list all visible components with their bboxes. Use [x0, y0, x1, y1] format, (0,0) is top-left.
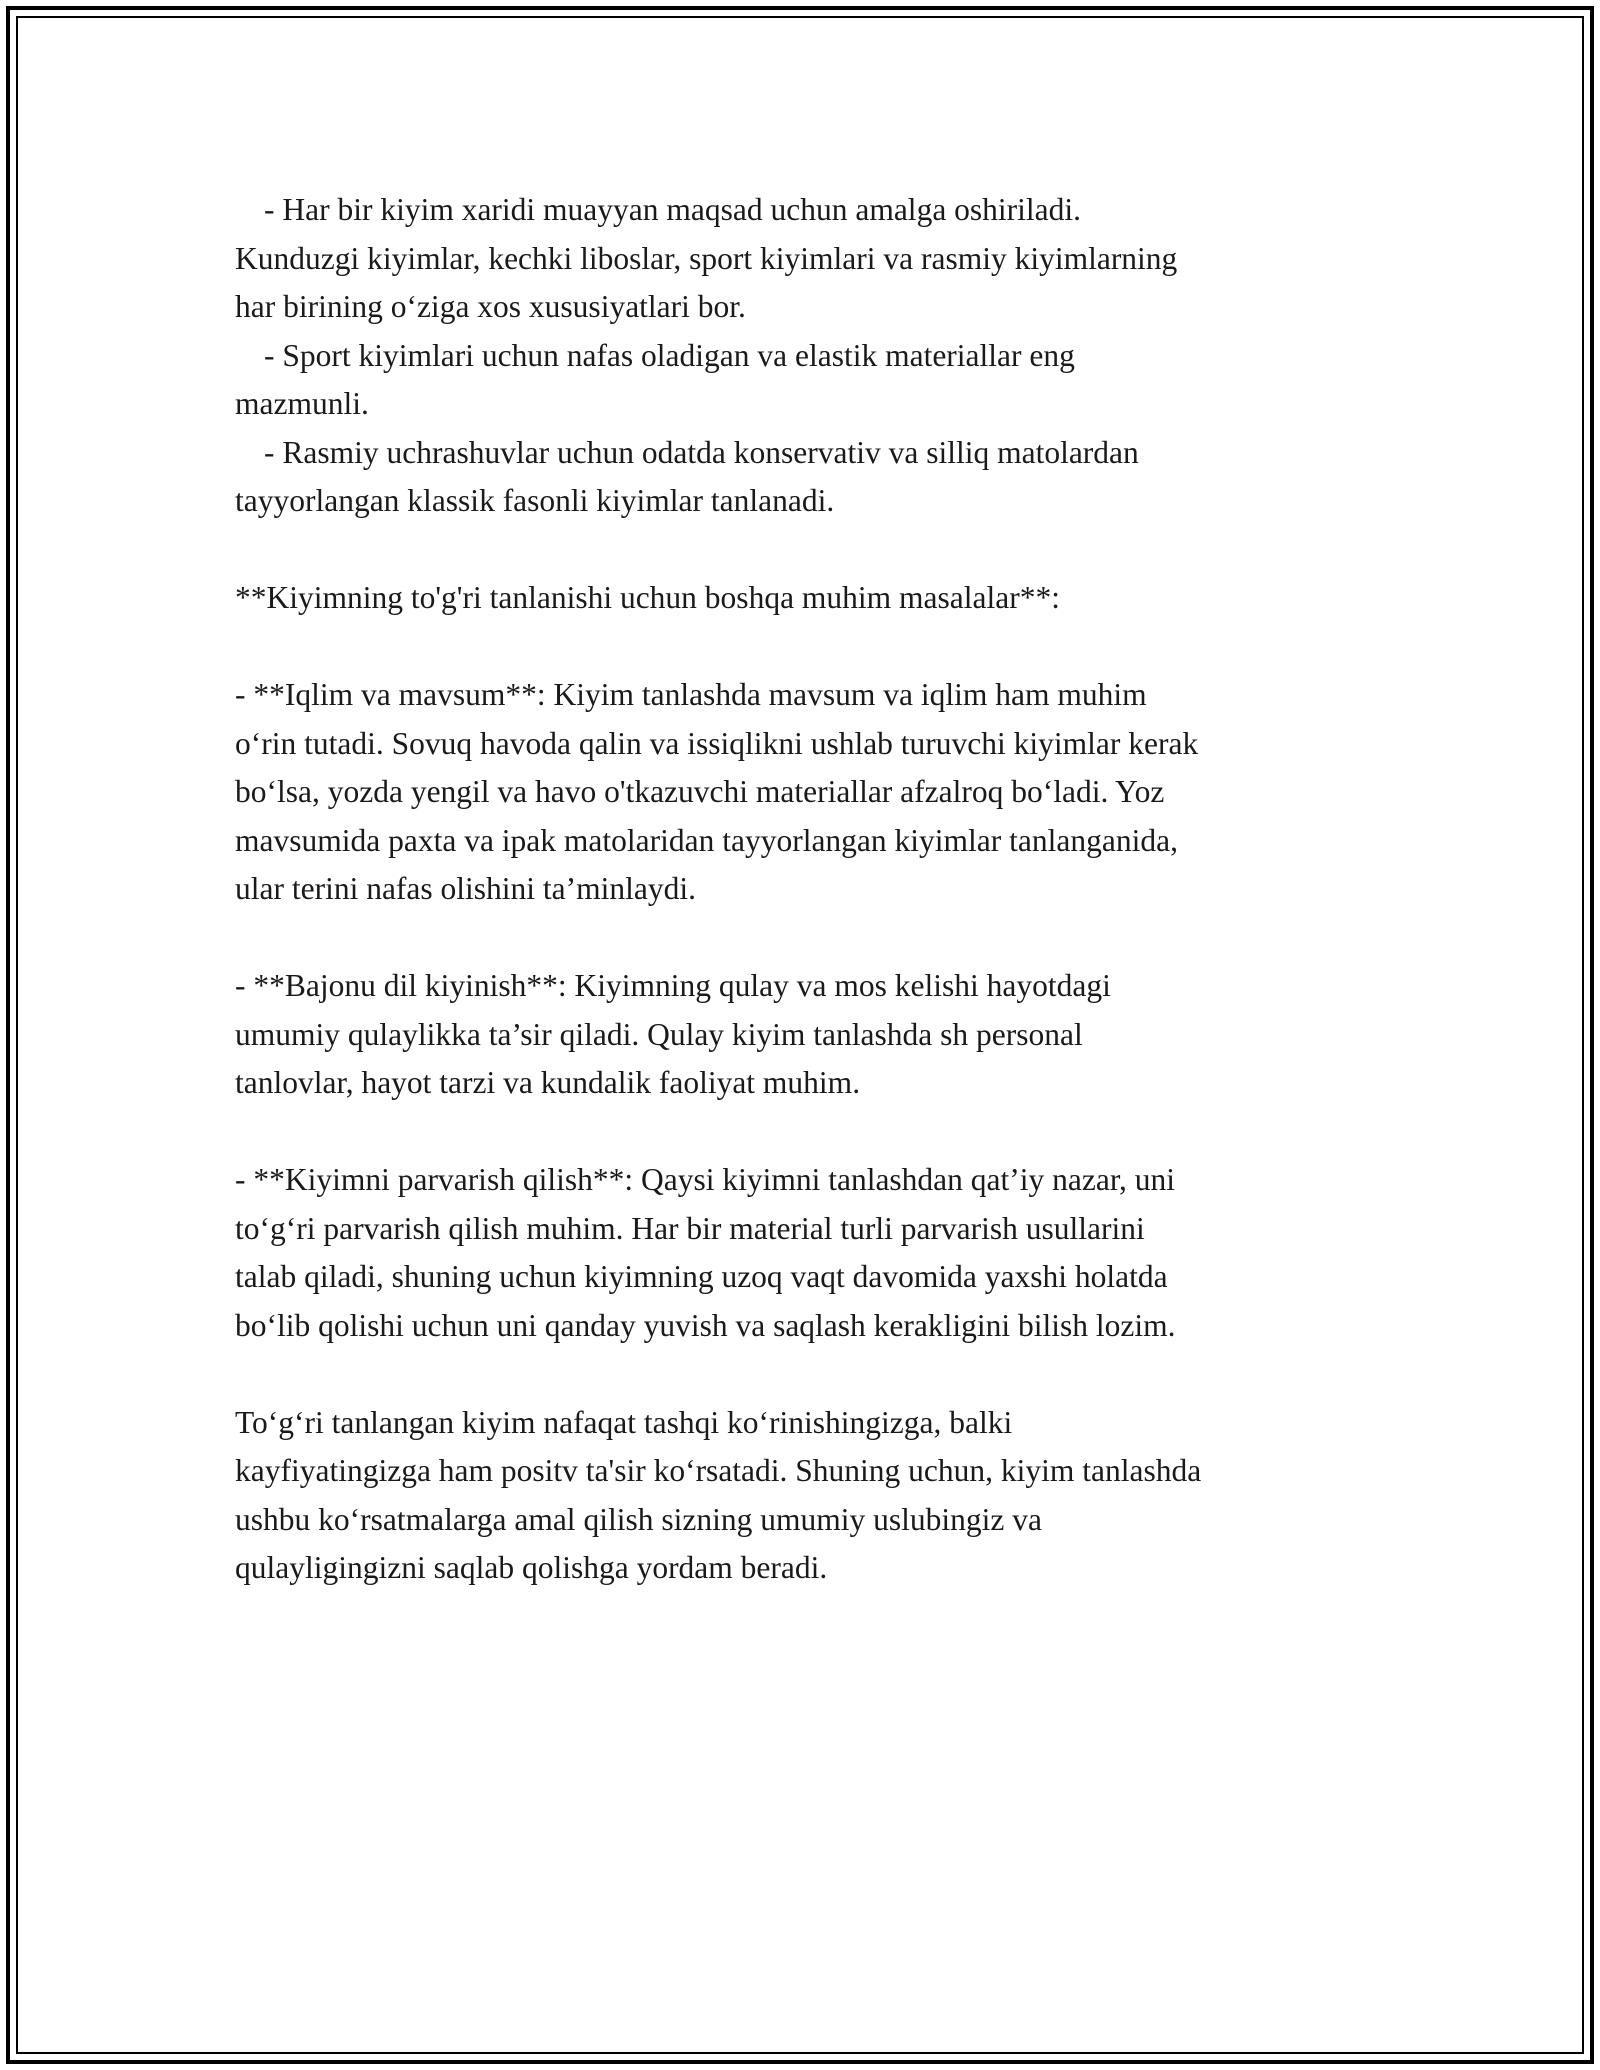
heading-line: **Kiyimning to'g'ri tanlanishi uchun boshqa muhim masalalar**: [235, 580, 1060, 615]
text-line: to‘g‘ri parvarish qilish muhim. Har bir material turli parvarish usullarini [235, 1210, 1145, 1246]
paragraph-care [235, 1156, 1375, 1350]
text-line: talab qiladi, shuning uchun kiyimning uzoq vaqt davomida yaxshi holatda [235, 1259, 1168, 1294]
text-line: mavsumida paxta va ipak matolaridan tayyorlangan kiyimlar tanlanganida, [235, 822, 1178, 858]
text-line: qulayligingizni saqlab qolishga yordam beradi. [235, 1550, 828, 1585]
blank-line [235, 623, 1375, 672]
text-line: ular terini nafas olishini ta’minlaydi. [235, 871, 697, 906]
blank-line [235, 526, 1375, 575]
blank-line [235, 1350, 1375, 1399]
text-line: - **Kiyimni parvarish qilish**: Qaysi kiyimni tanlashdan qat’iy nazar, uni [235, 1162, 1176, 1197]
text-line: - Rasmiy uchrashuvlar uchun odatda konservativ va silliq matolardan [264, 434, 1139, 470]
text-line: To‘g‘ri tanlangan kiyim nafaqat tashqi ko‘rinishingizga, balki [235, 1404, 1013, 1440]
text-line: bo‘lib qolishi uchun uni qanday yuvish va saqlash kerakligini bilish lozim. [235, 1307, 1176, 1343]
paragraph-purpose [235, 186, 1375, 332]
paragraph-formal [235, 429, 1375, 526]
paragraph-conclusion [235, 1399, 1375, 1593]
text-line: - **Bajonu dil kiyinish**: Kiyimning qulay va mos kelishi hayotdagi [235, 968, 1111, 1003]
blank-line [235, 914, 1375, 963]
text-line: - Har bir kiyim xaridi muayyan maqsad uchun amalga oshiriladi. [264, 192, 1082, 227]
paragraph-comfort [235, 962, 1375, 1108]
document-body [235, 186, 1375, 1593]
section-heading [235, 574, 1375, 623]
text-line: bo‘lsa, yozda yengil va havo o'tkazuvchi materiallar afzalroq bo‘ladi. Yoz [235, 774, 1165, 809]
text-line: tayyorlangan klassik fasonli kiyimlar tanlanadi. [235, 483, 835, 518]
paragraph-sport [235, 332, 1375, 429]
text-line: - Sport kiyimlari uchun nafas oladigan va elastik materiallar eng [264, 337, 1075, 373]
blank-line [235, 1108, 1375, 1157]
text-line: tanlovlar, hayot tarzi va kundalik faoliyat muhim. [235, 1065, 861, 1100]
text-line: har birining o‘ziga xos xususiyatlari bor. [235, 289, 746, 324]
text-line: Kunduzgi kiyimlar, kechki liboslar, sport kiyimlari va rasmiy kiyimlarning [235, 240, 1178, 276]
text-line: kayfiyatingizga ham positv ta'sir ko‘rsatadi. Shuning uchun, kiyim tanlashda [235, 1453, 1202, 1488]
text-line: umumiy qulaylikka ta’sir qiladi. Qulay kiyim tanlashda sh personal [235, 1016, 1083, 1052]
paragraph-climate [235, 671, 1375, 914]
text-line: ushbu ko‘rsatmalarga amal qilish sizning umumiy uslubingiz va [235, 1501, 1042, 1537]
text-line: - **Iqlim va mavsum**: Kiyim tanlashda mavsum va iqlim ham muhim [235, 677, 1147, 712]
text-line: o‘rin tutadi. Sovuq havoda qalin va issiqlikni ushlab turuvchi kiyimlar kerak [235, 725, 1199, 761]
text-line: mazmunli. [235, 386, 369, 421]
